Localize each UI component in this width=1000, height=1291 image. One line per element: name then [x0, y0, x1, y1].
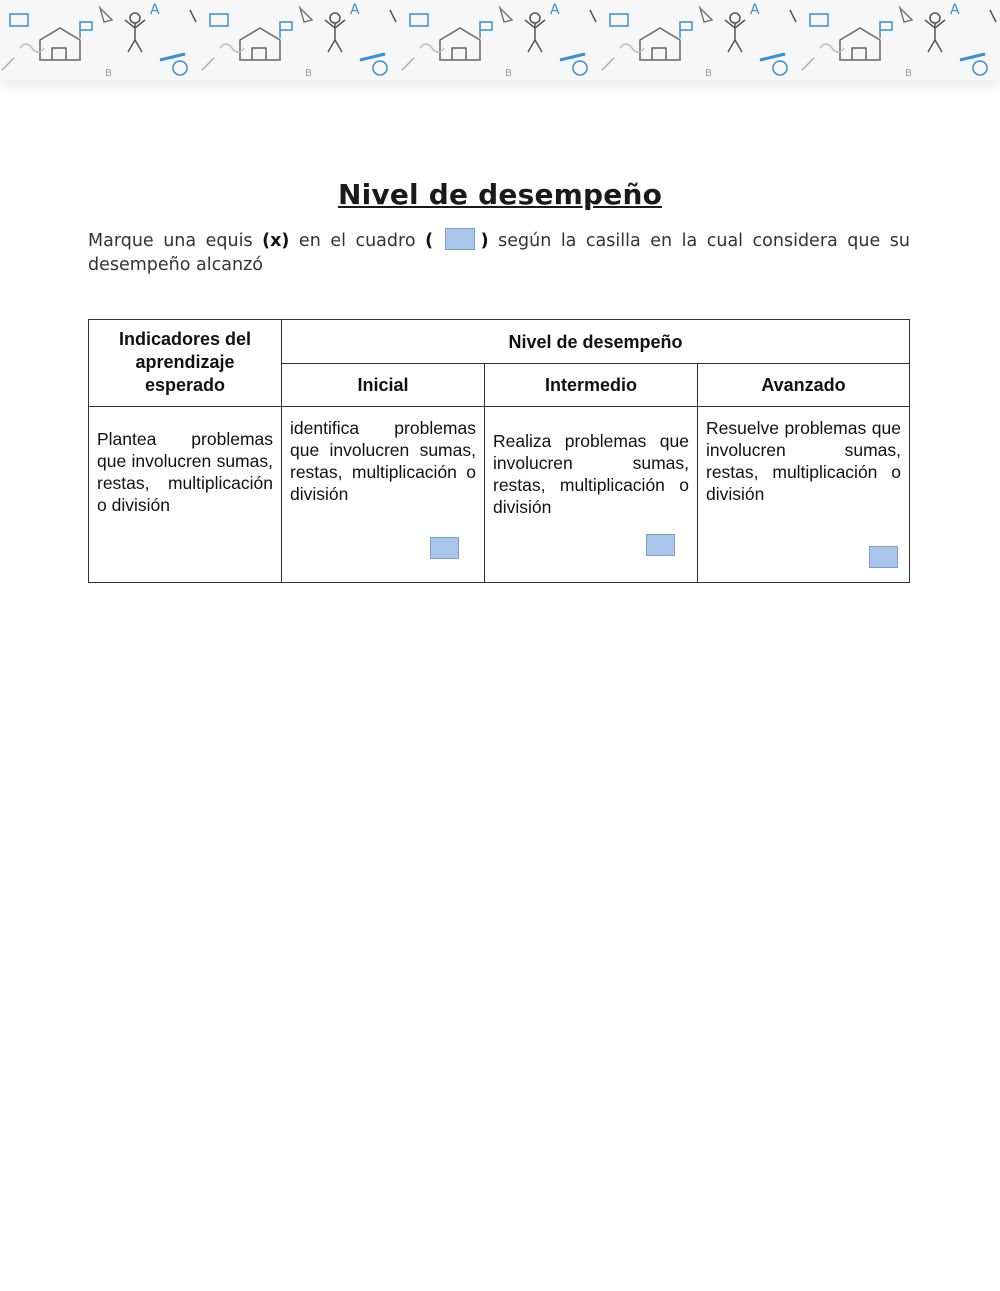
svg-text:A: A	[150, 2, 160, 18]
checkbox-avanzado[interactable]	[869, 546, 898, 568]
instructions	[88, 228, 910, 277]
instructions-text-3: según la casilla en la cual considera que su desempeño alcanzó	[88, 231, 910, 275]
school-doodle-pattern	[0, 0, 1000, 80]
description-inicial: identifica problemas que involucren sumas, restas, multiplicación o división	[290, 418, 476, 504]
indicator-text: Plantea problemas que involucren sumas, restas, multiplicación o división	[97, 429, 273, 515]
checkbox-inicial[interactable]	[430, 537, 459, 559]
level-avanzado-header: Avanzado	[761, 375, 846, 395]
example-checkbox-icon	[445, 228, 475, 250]
instructions-text-1: Marque una equis	[88, 231, 263, 251]
instructions-mark: (x)	[262, 231, 290, 251]
svg-text:B: B	[105, 68, 112, 79]
paren-close: )	[480, 231, 489, 251]
description-avanzado: Resuelve problemas que involucren sumas, restas, multiplicación o división	[706, 418, 901, 504]
table-divider	[281, 320, 282, 582]
paren-open: (	[425, 231, 434, 251]
table-divider	[282, 363, 909, 364]
page-title: Nivel de desempeño	[337, 178, 663, 211]
checkbox-intermedio[interactable]	[646, 534, 675, 556]
decorative-banner	[0, 0, 1000, 80]
level-header: Nivel de desempeño	[508, 332, 683, 352]
level-inicial-header: Inicial	[357, 375, 409, 395]
description-intermedio: Realiza problemas que involucren sumas, restas, multiplicación o división	[493, 431, 689, 517]
indicator-header: Indicadores del aprendizaje esperado	[118, 329, 252, 395]
level-intermedio-header: Intermedio	[544, 375, 637, 395]
instructions-text-2: en el cuadro	[289, 231, 426, 251]
table-divider	[89, 406, 909, 407]
performance-table	[88, 319, 910, 583]
